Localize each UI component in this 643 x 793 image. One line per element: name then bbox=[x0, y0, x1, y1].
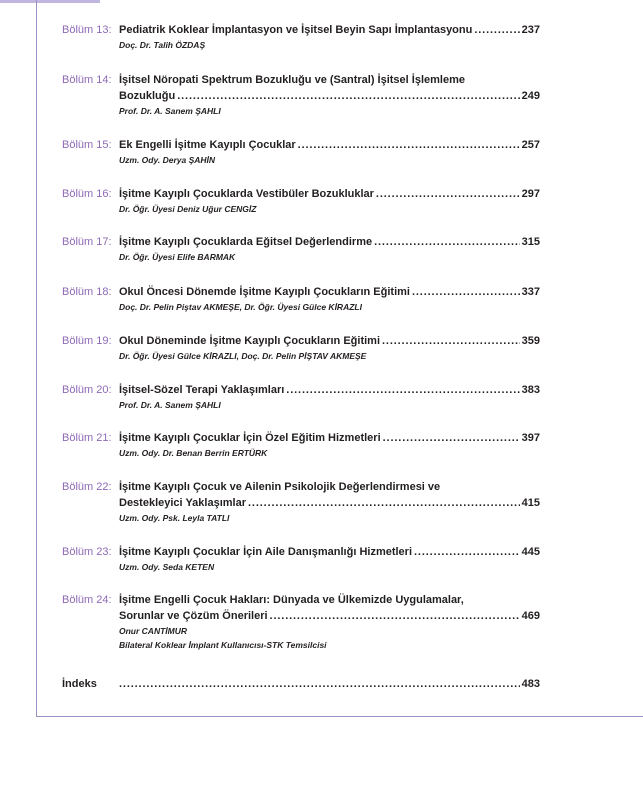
chapter-title: Okul Öncesi Dönemde İşitme Kayıplı Çocukların Eğitimi bbox=[119, 286, 410, 298]
chapter-number: Bölüm 21: bbox=[62, 432, 112, 444]
page-number: 359 bbox=[521, 335, 540, 347]
toc-entry[interactable] bbox=[62, 544, 540, 574]
chapter-title: İşitme Kayıplı Çocuklarda Vestibüler Bozukluklar bbox=[119, 188, 374, 200]
chapter-number: Bölüm 16: bbox=[62, 188, 112, 200]
page-number: 445 bbox=[521, 546, 540, 558]
chapter-title: Bozukluğu bbox=[119, 90, 176, 102]
dot-leader bbox=[270, 608, 520, 624]
left-margin-rule bbox=[36, 0, 37, 716]
chapter-number: Bölüm 13: bbox=[62, 24, 112, 36]
author-affiliation: Bilateral Koklear İmplant Kullanıcısı-STK Temsilcisi bbox=[119, 640, 327, 650]
index-entry[interactable] bbox=[62, 676, 540, 692]
chapter-authors: Dr. Öğr. Üyesi Elife BARMAK bbox=[119, 252, 236, 262]
toc-entry[interactable] bbox=[62, 382, 540, 412]
chapter-authors: Doç. Dr. Talih ÖZDAŞ bbox=[119, 40, 206, 50]
chapter-authors: Uzm. Ody. Derya ŞAHİN bbox=[119, 155, 216, 165]
chapter-title: Destekleyici Yaklaşımlar bbox=[119, 497, 247, 509]
page-number: 315 bbox=[521, 236, 540, 248]
toc-entry[interactable] bbox=[62, 333, 540, 363]
chapter-title: İşitme Kayıplı Çocuklar İçin Aile Danışmanlığı Hizmetleri bbox=[119, 546, 413, 558]
dot-leader bbox=[248, 495, 520, 511]
chapter-authors: Uzm. Ody. Psk. Leyla TATLI bbox=[119, 513, 230, 523]
toc-entry[interactable] bbox=[62, 479, 540, 525]
chapter-authors: Dr. Öğr. Üyesi Gülce KİRAZLI, Doç. Dr. Pelin PİŞTAV AKMEŞE bbox=[119, 351, 367, 361]
chapter-number: Bölüm 15: bbox=[62, 139, 112, 151]
chapter-title: İşitsel Nöropati Spektrum Bozukluğu ve (Santral) İşitsel İşlemleme bbox=[119, 74, 465, 86]
page-number: 337 bbox=[521, 286, 540, 298]
chapter-authors: Prof. Dr. A. Sanem ŞAHLI bbox=[119, 106, 221, 116]
dot-leader bbox=[414, 544, 520, 560]
chapter-title: Okul Döneminde İşitme Kayıplı Çocukların Eğitimi bbox=[119, 335, 380, 347]
chapter-number: Bölüm 18: bbox=[62, 286, 112, 298]
chapter-authors: Uzm. Ody. Seda KETEN bbox=[119, 562, 215, 572]
chapter-title: İşitsel-Sözel Terapi Yaklaşımları bbox=[119, 384, 285, 396]
page-number: 257 bbox=[521, 139, 540, 151]
chapter-number: Bölüm 22: bbox=[62, 481, 112, 493]
page-number: 397 bbox=[521, 432, 540, 444]
page-number: 297 bbox=[521, 188, 540, 200]
page-number: 249 bbox=[521, 90, 540, 102]
chapter-authors: Doç. Dr. Pelin Piştav AKMEŞE, Dr. Öğr. Üyesi Gülce KİRAZLI bbox=[119, 302, 362, 312]
chapter-number: Bölüm 14: bbox=[62, 74, 112, 86]
chapter-authors: Uzm. Ody. Dr. Benan Berrin ERTÜRK bbox=[119, 448, 268, 458]
page-number: 483 bbox=[521, 678, 540, 690]
chapter-authors: Dr. Öğr. Üyesi Deniz Uğur CENGİZ bbox=[119, 204, 257, 214]
toc-entry[interactable] bbox=[62, 234, 540, 264]
chapter-title: Pediatrik Koklear İmplantasyon ve İşitsel Beyin Sapı İmplantasyonu bbox=[119, 24, 473, 36]
dot-leader bbox=[382, 333, 520, 349]
chapter-number: Bölüm 17: bbox=[62, 236, 112, 248]
page-number: 415 bbox=[521, 497, 540, 509]
dot-leader bbox=[298, 137, 520, 153]
dot-leader bbox=[374, 234, 520, 250]
toc-entry[interactable] bbox=[62, 137, 540, 167]
dot-leader bbox=[474, 22, 519, 38]
chapter-title: İşitme Engelli Çocuk Hakları: Dünyada ve Ülkemizde Uygulamalar, bbox=[119, 594, 464, 606]
page-number: 383 bbox=[521, 384, 540, 396]
dot-leader bbox=[383, 430, 520, 446]
dot-leader bbox=[412, 284, 520, 300]
chapter-number: Bölüm 24: bbox=[62, 594, 112, 606]
page-number: 469 bbox=[521, 610, 540, 622]
dot-leader bbox=[376, 186, 520, 202]
bottom-margin-rule bbox=[36, 716, 643, 717]
dot-leader bbox=[286, 382, 519, 398]
toc-entry[interactable] bbox=[62, 430, 540, 460]
chapter-authors: Prof. Dr. A. Sanem ŞAHLI bbox=[119, 400, 221, 410]
toc-entry[interactable] bbox=[62, 592, 540, 652]
toc-entry[interactable] bbox=[62, 186, 540, 216]
dot-leader bbox=[119, 676, 520, 692]
top-accent-bar bbox=[0, 0, 100, 3]
toc-entry[interactable] bbox=[62, 22, 540, 52]
chapter-authors: Onur CANTİMUR bbox=[119, 626, 187, 636]
dot-leader bbox=[177, 88, 519, 104]
chapter-title: Ek Engelli İşitme Kayıplı Çocuklar bbox=[119, 139, 296, 151]
chapter-title: Sorunlar ve Çözüm Önerileri bbox=[119, 610, 268, 622]
chapter-number: Bölüm 23: bbox=[62, 546, 112, 558]
chapter-title: İşitme Kayıplı Çocuklarda Eğitsel Değerlendirme bbox=[119, 236, 373, 248]
chapter-number: Bölüm 20: bbox=[62, 384, 112, 396]
toc-entry[interactable] bbox=[62, 72, 540, 118]
chapter-title: İşitme Kayıplı Çocuk ve Ailenin Psikolojik Değerlendirmesi ve bbox=[119, 481, 441, 493]
page-number: 237 bbox=[521, 24, 540, 36]
index-label: İndeks bbox=[62, 678, 97, 690]
chapter-number: Bölüm 19: bbox=[62, 335, 112, 347]
chapter-title: İşitme Kayıplı Çocuklar İçin Özel Eğitim Hizmetleri bbox=[119, 432, 381, 444]
toc-entry[interactable] bbox=[62, 284, 540, 314]
